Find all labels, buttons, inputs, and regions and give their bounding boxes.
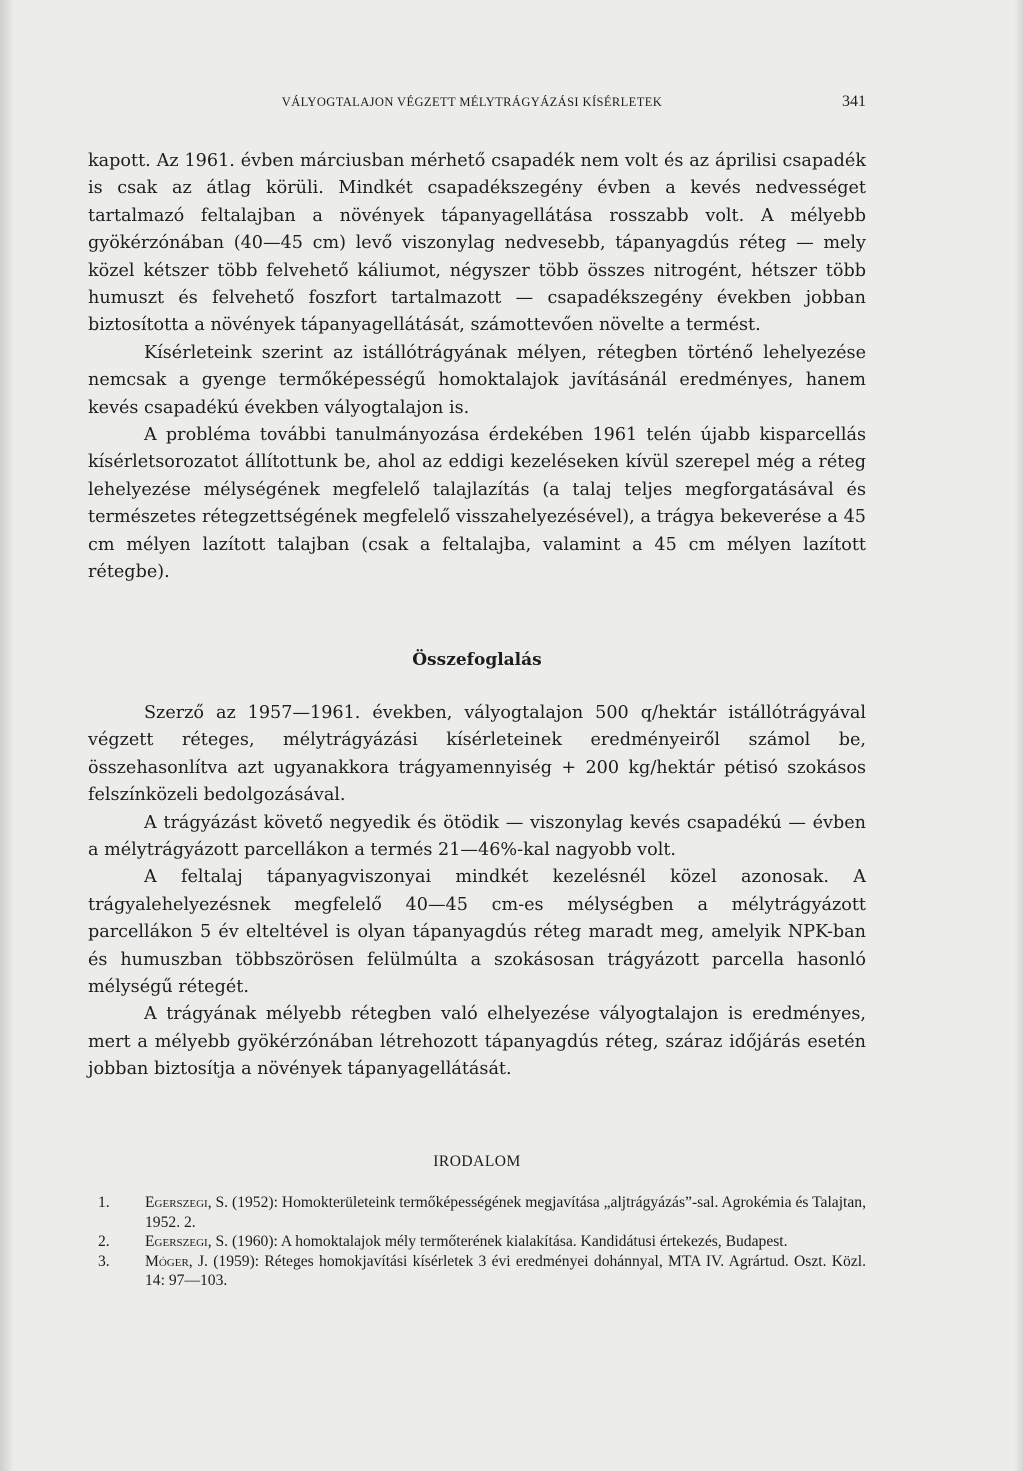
summary-paragraph-1: Szerző az 1957—1961. években, vályogtalajon 500 q/hektár istállótrágyával végzett réteges, mélytrágyázási kísérleteinek eredményeiről számol be, összehasonlítva azt ugyanakkora trágyamennyiség + 200 kg/hektár pétisó szokásos felszínközeli bedolgozásával. [88, 703, 866, 806]
reference-number: 2. [98, 1233, 110, 1250]
summary-paragraph-3: A feltalaj tápanyagviszonyai mindkét kezelésnél közel azonosak. A trágyalehelyezésnek megfelelő 40—45 cm-es mélységben a mélytrágyázott parcellákon 5 év elteltével is olyan tápanyagdús réteg maradt meg, amelyik NPK-ban és humuszban többszörösen felülmúlta a szokásosan trágyázott parcella hasonló mélységű rétegét. [88, 867, 866, 998]
summary-heading: Összefoglalás [412, 650, 542, 670]
reference-text: (1959): Réteges homokjavítási kísérletek 3 évi eredményei dohánnyal, MTA IV. Agrártud. Oszt. Közl. 14: 97—103. [145, 1252, 866, 1289]
reference-item [88, 1193, 866, 1232]
body-paragraph-1: kapott. Az 1961. évben márciusban mérhető csapadék nem volt és az áprilisi csapadék is csak az átlag körüli. Mindkét csapadékszegény évben a kevés nedvességet tartalmazó feltalajban a növények tápanyagellátása rosszabb volt. A mélyebb gyökérzónában (40—45 cm) levő viszonylag nedvesebb, tápanyagdús réteg — mely közel kétszer több felvehető káliumot, négyszer több összes nitrogént, hétszer több humuszt és felvehető foszfort tartalmazott — csapadékszegény években jobban biztosította a növények tápanyagellátását, számottevően növelte a termést. [88, 151, 866, 336]
body-paragraph-3: A probléma további tanulmányozása érdekében 1961 telén újabb kisparcellás kísérletsorozatot állítottunk be, ahol az eddigi kezeléseken kívül szerepel még a réteg lehelyezése mélységének megfelelő talajlazítás (a talaj teljes megforgatásával és természetes rétegzettségének megfelelő visszahelyezésével), a trágya bekeverése a 45 cm mélyen lazított talajban (csak a feltalajba, valamint a 45 cm mélyen lazított rétegbe). [88, 425, 866, 583]
reference-number: 1. [98, 1194, 110, 1211]
body-text [88, 148, 866, 587]
reference-item [88, 1252, 866, 1291]
reference-number: 3. [98, 1252, 110, 1270]
reference-text: (1960): A homoktalajok mély termőterének kialakítása. Kandidátusi értekezés, Budapest. [228, 1233, 788, 1250]
reference-item [88, 1232, 866, 1252]
summary-text [88, 700, 866, 1084]
references-list [88, 1193, 866, 1291]
page-edge-right [1014, 0, 1024, 1471]
summary-paragraph-2: A trágyázást követő negyedik és ötödik — viszonylag kevés csapadékú — évben a mélytrágyázott parcellákon a termés 21—46%-kal nagyobb volt. [88, 812, 866, 861]
page-number: 341 [842, 93, 866, 110]
reference-author: Móger, J. [145, 1252, 208, 1270]
references-heading: IRODALOM [433, 1153, 521, 1170]
page-edge-left [0, 0, 14, 1471]
reference-text: (1952): Homokterületeink termőképességének megjavítása „aljtrágyázás”-sal. Agrokémia és Talajtan, 1952. 2. [145, 1194, 867, 1231]
summary-paragraph-4: A trágyának mélyebb rétegben való elhelyezése vályogtalajon is eredményes, mert a mélyebb gyökérzónában létrehozott tápanyagdús réteg, száraz időjárás esetén jobban biztosítja a növények tápanyagellátását. [88, 1004, 866, 1080]
reference-author: Egerszegi, S. [145, 1233, 229, 1250]
reference-author: Egerszegi, S. [145, 1194, 229, 1211]
body-paragraph-2: Kísérleteink szerint az istállótrágyának mélyen, rétegben történő lehelyezése nemcsak a gyenge termőképességű homoktalajok javításánál eredményes, hanem kevés csapadékú években vályogtalajon is. [88, 342, 866, 418]
running-title: VÁLYOGTALAJON VÉGZETT MÉLYTRÁGYÁZÁSI KÍSÉRLETEK [281, 95, 663, 109]
